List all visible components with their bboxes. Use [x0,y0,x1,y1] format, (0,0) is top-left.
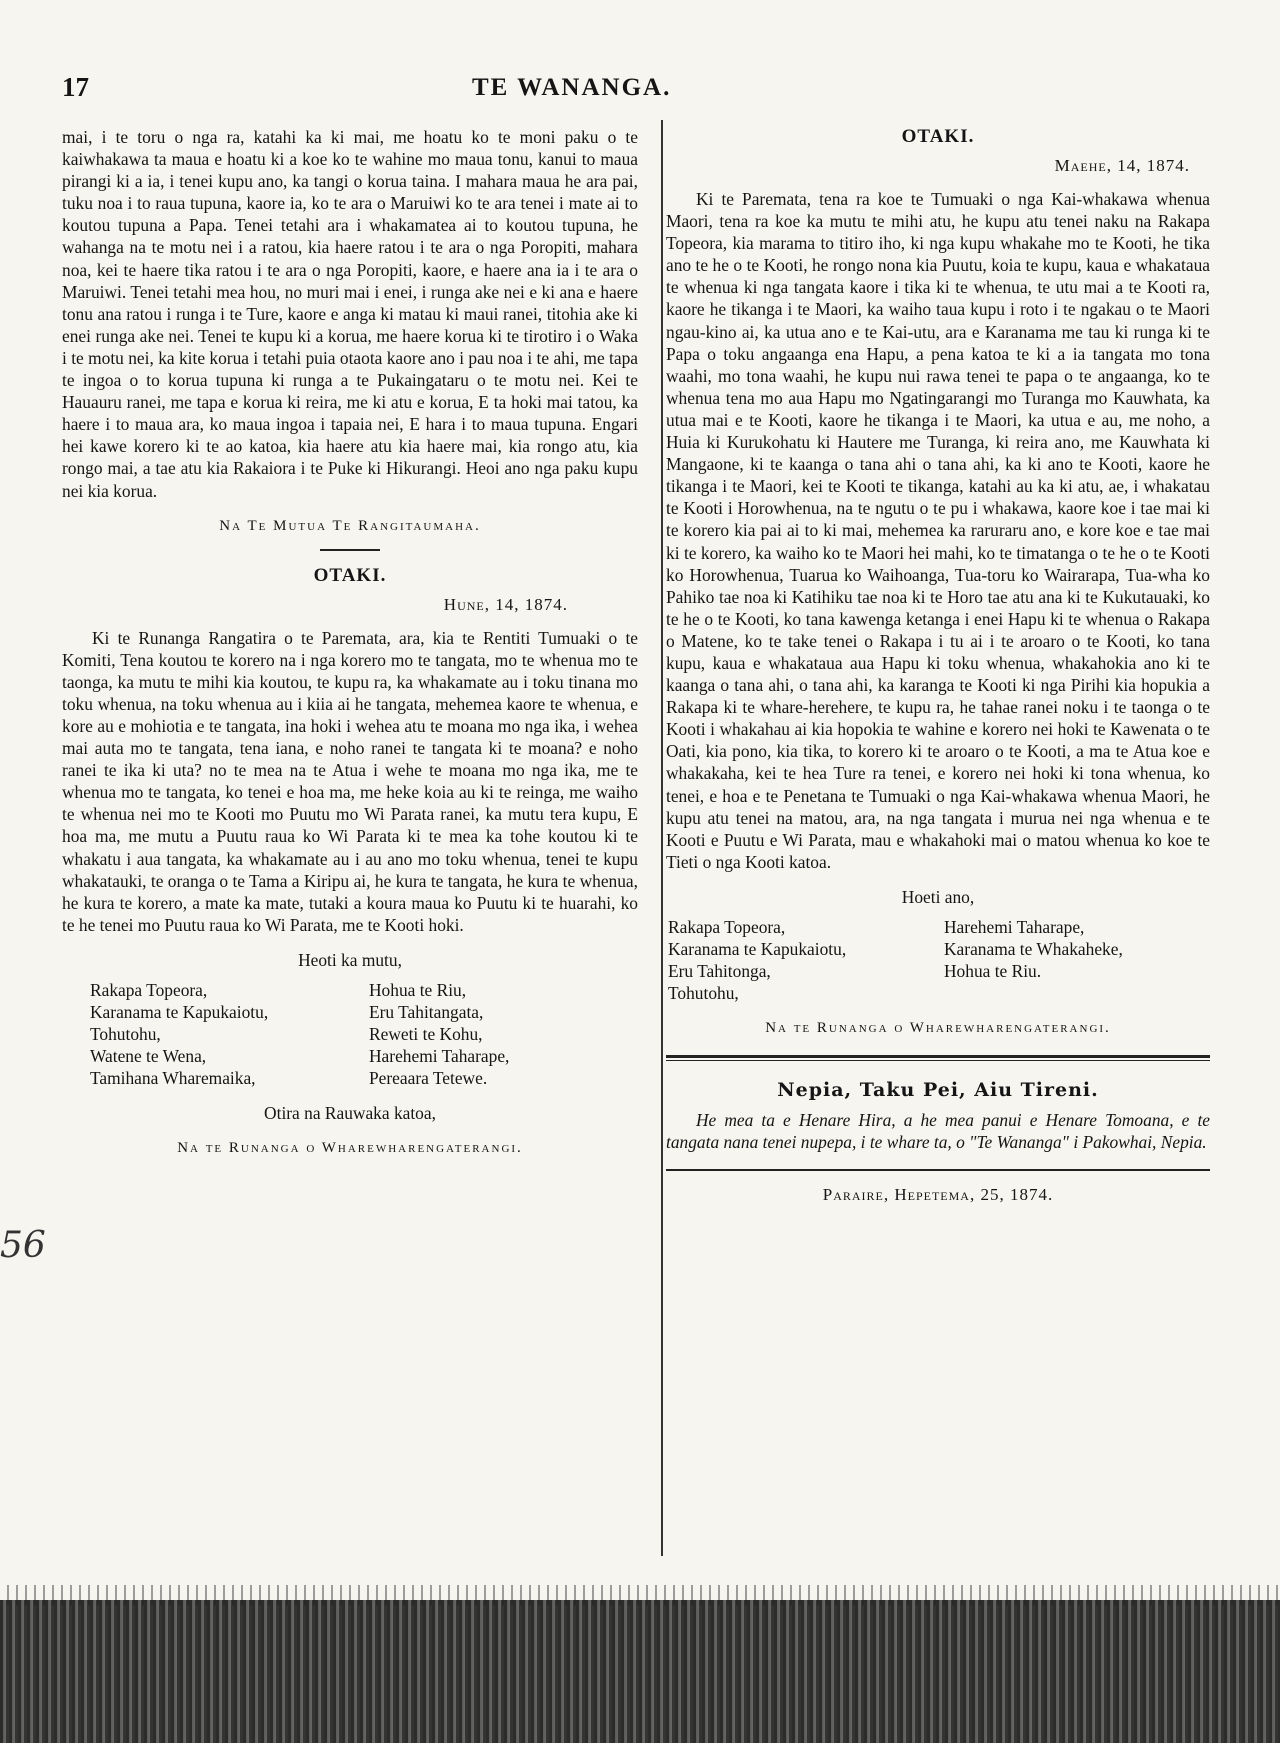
signatory: Harehemi Taharape, [369,1045,510,1066]
dateline-left: Hune, 14, 1874. [443,594,568,614]
signatory: Reweti te Kohu, [369,1023,483,1044]
signatory: Karanama te Whakaheke, [944,938,1123,959]
margin-annotation: 56 [0,1225,46,1266]
imprint-text: He mea ta e Henare Hira, a he mea panui e Henare Tomoana, e te tangata nana tenei nupepa, i te whare ta, o "Te Wananga" i Pakowhai, Nepia. [666,1109,1210,1152]
signatory: Harehemi Taharape, [944,916,1085,937]
column-divider [661,120,663,1556]
letter1-paragraph: mai, i te toru o nga ra, katahi ka ki mai, me hoatu ko te moni paku o te kaiwhakawa ta maua e hoatu ki a koe ko te wahine mo maua tonu, kanui to maua pirangi ki a ia, i tenei kupu ano, ka tangi o korua taina. I mahara maua he ara pai, tuku noa i to raua tupuna, kaore ia, ko te ara o Maruiwi ko te ara tenei i mate ai to koutou tupuna a Papa. Tenei tetahi ara i whakamatea ai to koutou tupuna, he wahanga na te motu nei i a ratou, kia haere ratou i te ara o nga Poropiti, mahara noa, kei te haere tika ratou i te ara o nga Poropiti, kaore, e haere ana ia i te ara o Maruiwi. Tenei tetahi mea hou, no muri mai i enei, i runga ake nei e ki ana e haere tonu ana ratou i runga i te Ture, kaore e anga ki matau ki maui ranei, titohia ake ki enei runga ake nei. Tenei te kupu ki a korua, me haere korua ki te tirotiro i o Waka i te motu nei, ka kite korua i tetahi puia otaota kaore ano i pau noa i te ahi, me tapa te ingoa o to korua tupuna ki runga a te Pukaingataru o te motu nei. Kei te Hauauru ranei, me tapa e korua ki reira, me ki atu e korua, E ta hoki mai tatou, ka haere i to maua ara, ko maua ingoa i tapaia nei, E hara i to maua tupuna. Engari hei kawe korero ki te ao katoa, kia haere atu kia haere mai, kia rongo atu, kia rongo mai, a tae atu kia Rakaiora i te Puke ki Hikurangi. Heoi ano nga paku kupu nei kia korua. [62,127,638,501]
signatory: Eru Tahitonga, [668,960,771,981]
signatory: Hohua te Riu. [944,960,1042,981]
left-column [62,126,638,1157]
signatories-right [668,916,1210,1004]
notice-divider [666,1055,1210,1061]
letter2-paragraph: Ki te Runanga Rangatira o te Paremata, ara, kia te Rentiti Tumuaki o te Komiti, Tena koutou te korero na i nga korero mo te tangata, mo te whenua mo te taonga, ka mutu te mihi kia koutou, te kupu ra, ka whakamate au i toku tinana mo toku whenua, na toku whenua au i kiia ai he tangata, mehemea kaore te whenua, e kore au e mohiotia e te tangata, ina hoki i wehea atu te moana mo nga ika, i wehea mai auta mo te tangata, tena iana, e noho ranei te tangata ki te moana? e noho ranei te ika ki uta? no te mea na te Atua i wehe te moana mo nga ika, me te whenua mo te tangata, ko tenei e hoa ma, me heke koia au ki te reinga, me waiho te whenua nei mo te Kooti mo Puutu mo Wi Parata ranei, ka mutu tera kupu, E hoa ma, me mutu a Puutu raua ko Wi Parata ki te mea ka tohe koutou ki te whakatu i aua tangata, ka whakamate au i au ano mo toku whenua, tenei te kupu whakatauki, te oranga o te Tama a Kiripu ai, he kura te tangata, he kura te whenua, he kura te korero, a mate ka mate, tutaki a koura maua ko Puutu ki te huarahi, ko te he tenei mo Puutu raua ko Wi Parata, me te Kooti hoki. [62,627,638,935]
signatory [944,982,1210,1004]
imprint-title: Nepia, Taku Pei, Aiu Tireni. [777,1078,1099,1101]
imprint-divider [666,1169,1210,1171]
page-number: 17 [62,72,89,102]
closing-left: Heoti ka mutu, [298,949,402,970]
signatory: Eru Tahitangata, [369,1001,484,1022]
signatory: Pereaara Tetewe. [369,1067,488,1088]
signatory: Tamihana Wharemaika, [90,1067,256,1088]
signatory: Hohua te Riu, [369,979,467,1000]
signatory: Tohutohu, [90,1023,161,1044]
issue-date: Paraire, Hepetema, 25, 1874. [822,1184,1054,1204]
signatories-left [90,979,638,1089]
right-column [666,126,1210,1205]
letter1-signature: Na Te Mutua Te Rangitaumaha. [219,517,481,534]
scan-edge-dark-band [0,1600,1280,1743]
signatory: Karanama te Kapukaiotu, [668,938,847,959]
signatory: Rakapa Topeora, [668,916,786,937]
signatory: Tohutohu, [668,982,739,1003]
section-title-left: OTAKI. [313,564,387,586]
letter2-signature: Na te Runanga o Wharewharengaterangi. [177,1139,523,1156]
signatory: Rakapa Topeora, [90,979,208,1000]
signatory: Karanama te Kapukaiotu, [90,1001,269,1022]
page-header [62,72,1162,108]
letter3-signature: Na te Runanga o Wharewharengaterangi. [765,1019,1111,1036]
signatory: Watene te Wena, [90,1045,207,1066]
paper-title: TE WANANGA. [472,74,672,101]
dateline-right: Maehe, 14, 1874. [1054,156,1190,175]
letter3-paragraph: Ki te Paremata, tena ra koe te Tumuaki o nga Kai-whakawa whenua Maori, tena ra koe ka mutu te mihi atu, he kupu atu tenei naku na Rakapa Topeora, kia marama to titiro iho, ki nga kupu whakahe mo te Kooti, he tika ano te he o te Kooti, he rongo nona kia Puutu, koia te kupu, kaua e whakataua te whenua ki nga tangata kaore i tika ki te whenua, te utu mai a te Kooti ra, kaore he tikanga i te Maori, ka waiho taua kupu i roto i te ngakau o te Maori ngau-kino ai, ka utua ano e te Kai-utu, ara e Karanama me tau ki runga ki te Papa o toku angaanga ena Hapu, a pena katoa te ki a ia tangata mo tona waahi, mo tona waahi, he kupu nui rawa tenei te papa o te angaanga, ko te whenua tena mo aua Hapu mo Ngatingarangi mo Turanga mo Kauwhata, ka utua mai e te Kooti, kaore he tikanga i te Maori, ka utua e au, me noho, a Huia ki Kurukohatu ki Hautere me Turanga, ki reira ano, me Kauwhata ki Mangaone, ki te kaanga o tana ahi o tana ahi, ka ki ano te Kooti, kaore he tikanga i te Maori, kei te Kooti te tikanga, katahi au ka ki atu, ae, i whakatau te Kooti i Horowhenua, na te ngutu o te pu i whakawa, kaore koe i tae mai ki te korero kia pai ai to ki mai, mehemea ka raruraru ano, e kore koe e tae mai ki te korero, ka waiho ko te Maori hei mahi, ko te timatanga o te he o te Kooti ko Horowhenua, Tuarua ko Waihoanga, Tua-toru ko Wairarapa, Tua-wha ko Pahiko tae noa ki Katihiku tae noa ki te Horo tae atu ana ki te Kukutauaki, ko te he o te Kooti, ko tana kawenga ketanga i enei Hapu ki te whenua o Rakapa o Matene, ko te take tenei o Rakapa i tu ai i te aroaro o te Kooti, ko tana kupu, kaua e whakataua aua Hapu ki toku whenua, whakahokia ano ki te kaanga o tana ahi, o tana ahi, ka karanga te Kooti ki nga Pirihi kia hopukia a Rakapa ki te whare-herehere, te kupu ra, he tahae ranei noku i te taonga o te Kooti i whakahau ai kia hopokia te wahine e korero nei hoki te Kawenata o te Oati, kia pono, kia tika, to korero ki te aroaro o te Kooti, a ma te Atua koe e whakakaha, kei te hea Ture ra tenei, e korero nei hoki ki tona whenua, ko tenei, e hoa e te Penetana te Tumuaki o nga Kai-whakawa whenua Maori, he kupu atu tenei na matou, ara, na nga tangata i murua nei nga whenua e te Kooti e Puutu e Wi Parata, mau e whakahoki mai o matou whenua ko koe te Tieti o nga Kooti katoa. [666,189,1210,872]
section-title-right: OTAKI. [901,126,975,147]
section-divider [320,549,380,551]
closing-right: Hoeti ano, [901,886,975,907]
otira-line: Otira na Rauwaka katoa, [264,1102,436,1123]
